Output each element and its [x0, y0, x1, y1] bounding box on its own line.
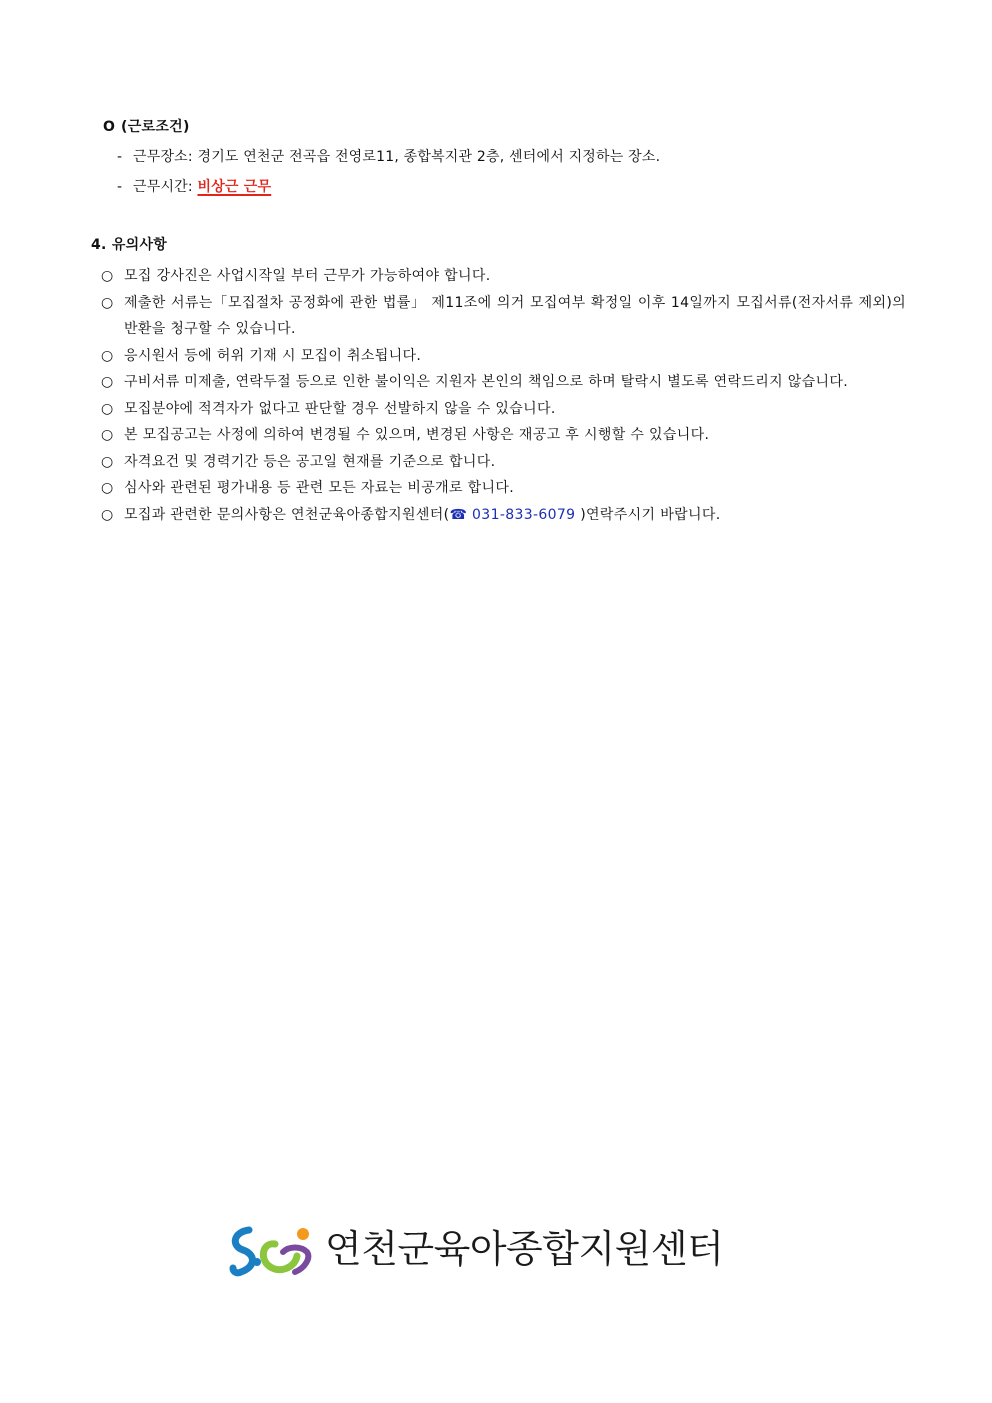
logo-text: 연천군육아종합지원센터: [325, 1227, 724, 1271]
note-text: 응시원서 등에 허위 기재 시 모집이 취소됩니다.: [124, 347, 422, 364]
bullet-circle: ○: [101, 480, 114, 496]
logo-blue-swirl: [233, 1230, 253, 1273]
note-text: 본 모집공고는 사정에 의하여 변경될 수 있으며, 변경된 사항은 재공고 후 시행할 수 있습니다.: [124, 427, 710, 443]
note-item: [91, 369, 906, 396]
bullet-circle: ○: [101, 347, 114, 364]
dash-marker: -: [117, 149, 123, 165]
work-conditions-title: (근로조건): [121, 119, 190, 135]
bullet-circle: ○: [101, 294, 114, 311]
bullet-circle: ○: [101, 268, 114, 284]
work-hours-value: 비상근 근무: [197, 179, 272, 195]
dash-marker: -: [117, 179, 123, 195]
swirl-logo-icon: [229, 1222, 325, 1278]
circle-marker: O: [103, 119, 116, 135]
bullet-circle: ○: [101, 400, 114, 417]
bullet-circle: ○: [101, 427, 114, 443]
bullet-circle: ○: [101, 506, 114, 523]
work-hours-line: [103, 176, 903, 198]
note-item: [91, 343, 906, 370]
note-item: [91, 263, 906, 290]
notes-list: [91, 263, 906, 528]
work-location-label: 근무장소:: [133, 149, 193, 165]
contact-phone-number: 031-833-6079: [467, 506, 581, 523]
note-text: 심사와 관련된 평가내용 등 관련 모든 자료는 비공개로 합니다.: [124, 480, 515, 496]
bullet-circle: ○: [101, 374, 114, 390]
work-hours-label: 근무시간:: [133, 179, 193, 195]
note-item-contact: [91, 502, 906, 529]
note-text: 모집 강사진은 사업시작일 부터 근무가 가능하여야 합니다.: [124, 268, 491, 284]
note-item: [91, 449, 906, 476]
logo-orange-dot: [297, 1228, 309, 1240]
note-text: 제출한 서류는「모집절차 공정화에 관한 법률」 제11조에 의거 모집여부 확정일 이후 14일까지 모집서류(전자서류 제외)의 반환을 청구할 수 있습니다.: [124, 294, 906, 337]
note-item: [91, 422, 906, 449]
notes-section: [91, 233, 906, 528]
work-location-value: 경기도 연천군 전곡읍 전영로11, 종합복지관 2층, 센터에서 지정하는 장소.: [197, 149, 661, 165]
note-item: [91, 475, 906, 502]
note-item: [91, 396, 906, 423]
contact-text-before: 모집과 관련한 문의사항은 연천군육아종합지원센터(: [124, 506, 450, 523]
notes-heading: 4. 유의사항: [91, 237, 168, 253]
contact-text-after: )연락주시기 바랍니다.: [580, 506, 721, 523]
work-conditions-heading: [103, 116, 903, 138]
work-conditions-section: [103, 116, 903, 198]
work-location-line: [103, 146, 903, 168]
center-logo: [229, 1222, 724, 1278]
note-text: 모집분야에 적격자가 없다고 판단할 경우 선발하지 않을 수 있습니다.: [124, 400, 556, 417]
logo-blue-dot: [253, 1258, 261, 1266]
bullet-circle: ○: [101, 453, 114, 470]
note-item: [91, 290, 906, 343]
note-text: 자격요건 및 경력기간 등은 공고일 현재를 기준으로 합니다.: [124, 453, 496, 470]
note-text: 구비서류 미제출, 연락두절 등으로 인한 불이익은 지원자 본인의 책임으로 하며 탈락시 별도록 연락드리지 않습니다.: [124, 374, 849, 390]
phone-icon: ☎: [449, 506, 468, 523]
